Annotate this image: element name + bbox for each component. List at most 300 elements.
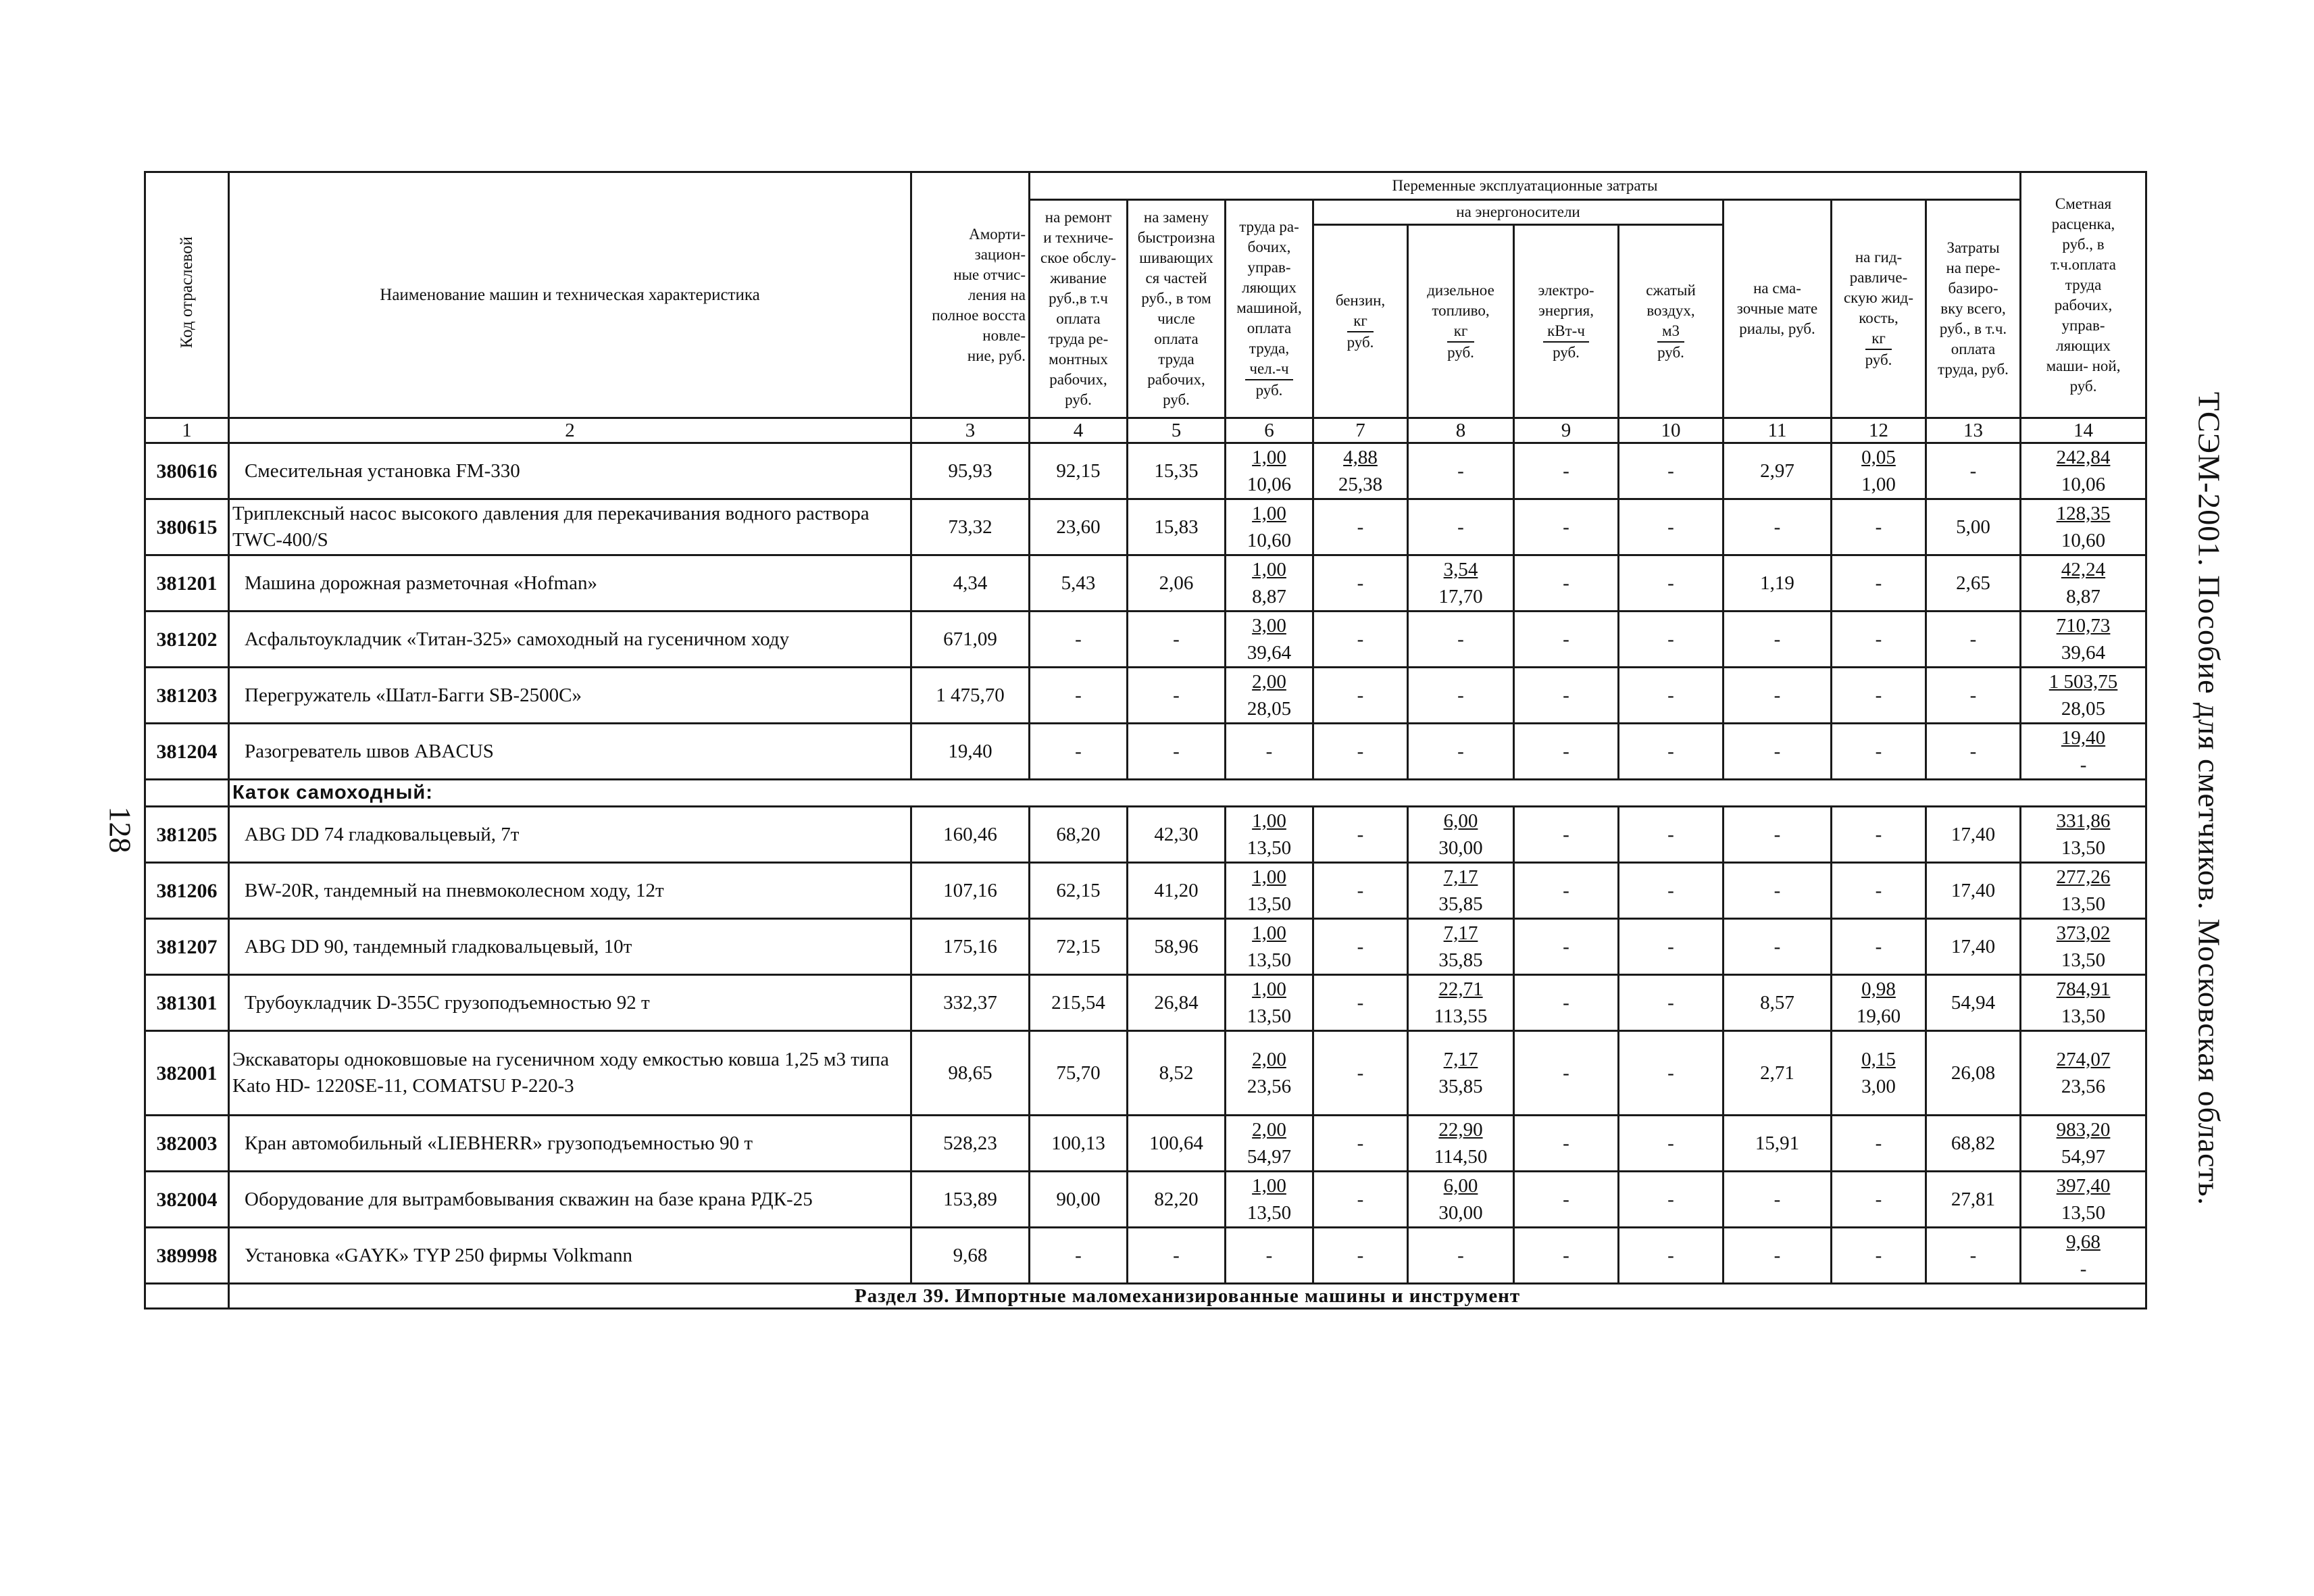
cell-c14 bbox=[2021, 1228, 2146, 1284]
header-air-unit: м3 руб. bbox=[1657, 322, 1684, 361]
cell-c13: - bbox=[1926, 668, 2021, 724]
fraction-value bbox=[2057, 444, 2111, 498]
fraction-top: 22,90 bbox=[1438, 1119, 1483, 1141]
fraction-bottom: 54,97 bbox=[1247, 1146, 1292, 1168]
machine-code: 382001 bbox=[145, 1031, 229, 1116]
column-number: 10 bbox=[1619, 418, 1724, 443]
cell-c3: 153,89 bbox=[911, 1172, 1030, 1228]
fraction-top: 22,71 bbox=[1438, 978, 1483, 1000]
cell-c14 bbox=[2021, 1116, 2146, 1172]
header-line: ляющих bbox=[1242, 279, 1297, 296]
table-row bbox=[145, 443, 2146, 499]
fraction-bottom: - bbox=[2080, 754, 2087, 776]
fraction-top: 1,00 bbox=[1252, 978, 1286, 1000]
cell-c14 bbox=[2021, 1172, 2146, 1228]
cell-c11: - bbox=[1724, 1172, 1832, 1228]
table-row bbox=[145, 555, 2146, 612]
header-line: управ- bbox=[2061, 316, 2105, 334]
cell-c6 bbox=[1226, 1116, 1313, 1172]
fraction-value bbox=[2057, 1116, 2111, 1170]
header-line: рабочих, bbox=[2054, 296, 2113, 314]
header-line: Сметная bbox=[2055, 195, 2112, 212]
fraction-top: 3,00 bbox=[1252, 615, 1286, 637]
cell-c9: - bbox=[1514, 975, 1619, 1031]
header-line: труда ра- bbox=[1239, 218, 1299, 235]
header-line: скую жид- bbox=[1843, 289, 1914, 306]
cell-c11: - bbox=[1724, 863, 1832, 919]
cell-c7: - bbox=[1313, 612, 1408, 668]
cell-c12: - bbox=[1832, 555, 1926, 612]
cell-c5: 8,52 bbox=[1128, 1031, 1226, 1116]
header-line: руб., в т.ч. bbox=[1939, 320, 2007, 337]
fraction-value bbox=[1247, 1116, 1291, 1170]
machine-name: Экскаваторы одноковшовые на гусеничном ходу емкостью ковша 1,25 м3 типа Kato HD- 1220SE-11, COMATSU P-220-3 bbox=[229, 1031, 911, 1116]
fraction-value bbox=[1247, 864, 1291, 918]
machine-name: Машина дорожная разметочная «Hofman» bbox=[229, 555, 911, 612]
cell-c13: - bbox=[1926, 443, 2021, 499]
fraction-top: 1,00 bbox=[1252, 447, 1286, 468]
header-line: оплата bbox=[1154, 330, 1199, 347]
cell-c5: 15,83 bbox=[1128, 499, 1226, 555]
cell-c5: 15,35 bbox=[1128, 443, 1226, 499]
header-line: энергия, bbox=[1538, 301, 1594, 319]
machine-name: Кран автомобильный «LIEBHERR» грузоподъемностью 90 т bbox=[229, 1116, 911, 1172]
cell-c12: - bbox=[1832, 499, 1926, 555]
machines-table bbox=[144, 171, 2147, 1310]
cell-c4: 100,13 bbox=[1030, 1116, 1128, 1172]
cell-c13: 17,40 bbox=[1926, 863, 2021, 919]
fraction-top: 3,54 bbox=[1443, 559, 1478, 580]
cell-c5: - bbox=[1128, 668, 1226, 724]
fraction-value bbox=[2049, 668, 2118, 722]
header-code: Код отраслевой bbox=[145, 172, 229, 418]
fraction-value bbox=[1434, 1116, 1488, 1170]
section-row bbox=[145, 1284, 2146, 1309]
section-title: Раздел 39. Импортные маломеханизированные машины и инструмент bbox=[229, 1284, 2146, 1309]
cell-c13: 27,81 bbox=[1926, 1172, 2021, 1228]
header-line: руб. bbox=[2069, 377, 2097, 395]
header-line: труда bbox=[1158, 351, 1194, 368]
fraction-value bbox=[1438, 920, 1482, 974]
fraction-top: 9,68 bbox=[2066, 1231, 2101, 1253]
cell-c6 bbox=[1226, 612, 1313, 668]
cell-c13: 26,08 bbox=[1926, 1031, 2021, 1116]
fraction-top: 0,98 bbox=[1861, 978, 1896, 1000]
cell-c5: 100,64 bbox=[1128, 1116, 1226, 1172]
header-relocation bbox=[1926, 200, 2021, 418]
cell-c13: 17,40 bbox=[1926, 919, 2021, 975]
cell-c9: - bbox=[1514, 1116, 1619, 1172]
fraction-top: 397,40 bbox=[2056, 1175, 2111, 1197]
cell-c5: 82,20 bbox=[1128, 1172, 1226, 1228]
fraction-bottom: 39,64 bbox=[1247, 642, 1292, 664]
cell-c12: - bbox=[1832, 668, 1926, 724]
fraction-bottom: 3,00 bbox=[1861, 1076, 1896, 1097]
cell-c7: - bbox=[1313, 724, 1408, 780]
cell-c12 bbox=[1832, 443, 1926, 499]
cell-c5: - bbox=[1128, 1228, 1226, 1284]
fraction-value bbox=[1247, 668, 1291, 722]
cell-c11: 1,19 bbox=[1724, 555, 1832, 612]
header-line: риалы, руб. bbox=[1739, 320, 1815, 337]
header-lube bbox=[1724, 200, 1832, 418]
fraction-bottom: 13,50 bbox=[2061, 1202, 2106, 1224]
header-name: Наименование машин и техническая характеристика bbox=[229, 172, 911, 418]
cell-c5: 41,20 bbox=[1128, 863, 1226, 919]
cell-c6 bbox=[1226, 975, 1313, 1031]
machine-name: BW-20R, тандемный на пневмоколесном ходу, 12т bbox=[229, 863, 911, 919]
cell-c9: - bbox=[1514, 724, 1619, 780]
table-row bbox=[145, 1116, 2146, 1172]
cell-c14 bbox=[2021, 443, 2146, 499]
header-line: ское обслу- bbox=[1040, 249, 1116, 266]
fraction-bottom: 28,05 bbox=[1247, 698, 1292, 720]
fraction-value bbox=[2057, 807, 2111, 862]
fraction-value bbox=[1247, 807, 1291, 862]
header-petrol-unit: кг руб. bbox=[1347, 311, 1374, 351]
cell-c4: 92,15 bbox=[1030, 443, 1128, 499]
header-line: топливо, bbox=[1432, 301, 1490, 319]
header-line: оплата bbox=[1247, 320, 1292, 336]
cell-c8: - bbox=[1408, 612, 1514, 668]
cell-c12: - bbox=[1832, 919, 1926, 975]
fraction-top: 1,00 bbox=[1252, 810, 1286, 832]
fraction-top: 1,00 bbox=[1252, 866, 1286, 888]
cell-c10: - bbox=[1619, 1031, 1724, 1116]
cell-c13: 5,00 bbox=[1926, 499, 2021, 555]
header-line: электро- bbox=[1538, 281, 1594, 299]
cell-c5: - bbox=[1128, 612, 1226, 668]
cell-c14 bbox=[2021, 724, 2146, 780]
header-line: равличе- bbox=[1849, 269, 1908, 286]
table-row bbox=[145, 668, 2146, 724]
cell-c3: 1 475,70 bbox=[911, 668, 1030, 724]
group-title: Каток самоходный: bbox=[229, 780, 2146, 807]
machine-name: Оборудование для вытрамбовывания скважин на базе крана РДК-25 bbox=[229, 1172, 911, 1228]
header-line: труда ре- bbox=[1048, 330, 1109, 347]
cell-c13: - bbox=[1926, 612, 2021, 668]
header-line: на пере- bbox=[1946, 259, 2001, 276]
header-line: на сма- bbox=[1753, 280, 1801, 297]
cell-c4: 23,60 bbox=[1030, 499, 1128, 555]
fraction-bottom: 28,05 bbox=[2061, 698, 2106, 720]
header-line: ние, руб. bbox=[967, 347, 1026, 364]
cell-c7 bbox=[1313, 443, 1408, 499]
table-row bbox=[145, 612, 2146, 668]
cell-c7: - bbox=[1313, 1116, 1408, 1172]
cell-c5: 42,30 bbox=[1128, 807, 1226, 863]
cell-c3: 9,68 bbox=[911, 1228, 1030, 1284]
cell-c4: 215,54 bbox=[1030, 975, 1128, 1031]
fraction-value bbox=[1861, 1046, 1896, 1100]
cell-c10: - bbox=[1619, 612, 1724, 668]
cell-c4: - bbox=[1030, 724, 1128, 780]
fraction-value bbox=[2057, 1046, 2111, 1100]
cell-c14 bbox=[2021, 863, 2146, 919]
cell-c4: 68,20 bbox=[1030, 807, 1128, 863]
fraction-value bbox=[1338, 444, 1382, 498]
header-price bbox=[2021, 172, 2146, 418]
machine-name: Триплексный насос высокого давления для перекачивания водного раствора TWC-400/S bbox=[229, 499, 911, 555]
cell-c9: - bbox=[1514, 863, 1619, 919]
table-row bbox=[145, 724, 2146, 780]
fraction-top: 1,00 bbox=[1252, 559, 1286, 580]
header-line: кость, bbox=[1859, 309, 1898, 326]
fraction-top: 277,26 bbox=[2056, 866, 2111, 888]
cell-c12: - bbox=[1832, 1116, 1926, 1172]
fraction-bottom: 13,50 bbox=[1247, 1202, 1292, 1224]
table-row bbox=[145, 499, 2146, 555]
fraction-bottom: 19,60 bbox=[1856, 1005, 1901, 1027]
header-electric-unit: кВт-ч руб. bbox=[1543, 321, 1589, 363]
group-code-cell bbox=[145, 780, 229, 807]
cell-c8: - bbox=[1408, 724, 1514, 780]
column-number: 4 bbox=[1030, 418, 1128, 443]
fraction-top: 331,86 bbox=[2056, 810, 2111, 832]
cell-c10: - bbox=[1619, 863, 1724, 919]
cell-c11: - bbox=[1724, 724, 1832, 780]
cell-c14 bbox=[2021, 612, 2146, 668]
table-row bbox=[145, 807, 2146, 863]
table-row bbox=[145, 863, 2146, 919]
header-line: рабочих, bbox=[1049, 371, 1107, 388]
cell-c9: - bbox=[1514, 443, 1619, 499]
cell-c14 bbox=[2021, 1031, 2146, 1116]
cell-c7: - bbox=[1313, 1172, 1408, 1228]
cell-c12: - bbox=[1832, 1228, 1926, 1284]
cell-c10: - bbox=[1619, 443, 1724, 499]
cell-c4: - bbox=[1030, 612, 1128, 668]
fraction-value bbox=[1434, 976, 1488, 1030]
machine-name: ABG DD 74 гладковальцевый, 7т bbox=[229, 807, 911, 863]
fraction-top: 2,00 bbox=[1252, 1049, 1286, 1070]
cell-c9: - bbox=[1514, 919, 1619, 975]
machine-name: Асфальтоукладчик «Титан-325» самоходный на гусеничном ходу bbox=[229, 612, 911, 668]
fraction-top: 42,24 bbox=[2061, 559, 2106, 580]
header-line: руб. bbox=[1065, 391, 1092, 408]
fraction-value bbox=[1252, 556, 1286, 610]
fraction-value bbox=[1438, 864, 1482, 918]
cell-c3: 175,16 bbox=[911, 919, 1030, 975]
cell-c10: - bbox=[1619, 975, 1724, 1031]
fraction-top: 373,02 bbox=[2056, 922, 2111, 944]
cell-c6 bbox=[1226, 499, 1313, 555]
machine-name: Разогреватель швов ABACUS bbox=[229, 724, 911, 780]
cell-c10: - bbox=[1619, 668, 1724, 724]
column-number: 14 bbox=[2021, 418, 2146, 443]
fraction-bottom: 35,85 bbox=[1438, 893, 1483, 915]
table-row bbox=[145, 1031, 2146, 1116]
fraction-top: 274,07 bbox=[2056, 1049, 2111, 1070]
header-line: числе bbox=[1157, 310, 1195, 327]
cell-c5: 2,06 bbox=[1128, 555, 1226, 612]
fraction-bottom: 35,85 bbox=[1438, 949, 1483, 971]
fraction-value bbox=[2057, 500, 2111, 554]
fraction-value bbox=[1247, 976, 1291, 1030]
fraction-bottom: 13,50 bbox=[2061, 949, 2106, 971]
fraction-value bbox=[1247, 1172, 1291, 1226]
fraction-top: 242,84 bbox=[2056, 447, 2111, 468]
header-line: живание bbox=[1050, 270, 1107, 286]
fraction-bottom: 13,50 bbox=[2061, 1005, 2106, 1027]
cell-c7: - bbox=[1313, 1031, 1408, 1116]
cell-c9: - bbox=[1514, 1031, 1619, 1116]
header-line: шивающих bbox=[1139, 249, 1213, 266]
cell-c6 bbox=[1226, 863, 1313, 919]
fraction-value bbox=[2057, 1172, 2111, 1226]
cell-c12 bbox=[1832, 975, 1926, 1031]
cell-c8 bbox=[1408, 919, 1514, 975]
column-number: 1 bbox=[145, 418, 229, 443]
cell-c9: - bbox=[1514, 668, 1619, 724]
table-row bbox=[145, 975, 2146, 1031]
cell-c11: 8,57 bbox=[1724, 975, 1832, 1031]
cell-c4: 62,15 bbox=[1030, 863, 1128, 919]
fraction-bottom: 54,97 bbox=[2061, 1146, 2106, 1168]
fraction-top: 19,40 bbox=[2061, 727, 2106, 749]
cell-c8: - bbox=[1408, 499, 1514, 555]
cell-c13: - bbox=[1926, 1228, 2021, 1284]
cell-c14 bbox=[2021, 668, 2146, 724]
fraction-bottom: 13,50 bbox=[1247, 1005, 1292, 1027]
cell-c10: - bbox=[1619, 1116, 1724, 1172]
fraction-bottom: 17,70 bbox=[1438, 586, 1483, 607]
machine-name: Установка «GAYK» TYP 250 фирмы Volkmann bbox=[229, 1228, 911, 1284]
column-number: 13 bbox=[1926, 418, 2021, 443]
machine-code: 381202 bbox=[145, 612, 229, 668]
cell-c11: - bbox=[1724, 499, 1832, 555]
fraction-value bbox=[1861, 444, 1896, 498]
header-line: труда, bbox=[1249, 340, 1290, 357]
fraction-top: 2,00 bbox=[1252, 1119, 1286, 1141]
cell-c4: - bbox=[1030, 1228, 1128, 1284]
machine-code: 380615 bbox=[145, 499, 229, 555]
cell-c3: 107,16 bbox=[911, 863, 1030, 919]
header-line: расценка, bbox=[2051, 215, 2115, 232]
fraction-bottom: 13,50 bbox=[1247, 949, 1292, 971]
cell-c9: - bbox=[1514, 612, 1619, 668]
fraction-bottom: 23,56 bbox=[2061, 1076, 2106, 1097]
fraction-bottom: 23,56 bbox=[1247, 1076, 1292, 1097]
fraction-bottom: 1,00 bbox=[1861, 474, 1896, 495]
header-line: Затраты bbox=[1946, 239, 2000, 256]
cell-c4: 90,00 bbox=[1030, 1172, 1128, 1228]
header-line: Аморти- bbox=[969, 225, 1026, 243]
column-number: 6 bbox=[1226, 418, 1313, 443]
machine-name: Смесительная установка FM-330 bbox=[229, 443, 911, 499]
header-line: зацион- bbox=[974, 245, 1026, 263]
cell-c6 bbox=[1226, 919, 1313, 975]
fraction-bottom: 8,87 bbox=[1252, 586, 1286, 607]
fraction-top: 710,73 bbox=[2056, 615, 2111, 637]
cell-c8 bbox=[1408, 1031, 1514, 1116]
header-line: быстроизна bbox=[1137, 229, 1215, 246]
cell-c6 bbox=[1226, 807, 1313, 863]
fraction-top: 7,17 bbox=[1443, 1049, 1478, 1070]
fraction-top: 784,91 bbox=[2056, 978, 2111, 1000]
cell-c12 bbox=[1832, 1031, 1926, 1116]
cell-c14 bbox=[2021, 919, 2146, 975]
header-electric bbox=[1514, 225, 1619, 418]
header-diesel bbox=[1408, 225, 1514, 418]
cell-c6 bbox=[1226, 443, 1313, 499]
machine-code: 381206 bbox=[145, 863, 229, 919]
fraction-top: 6,00 bbox=[1443, 810, 1478, 832]
cell-c11: - bbox=[1724, 1228, 1832, 1284]
column-number: 9 bbox=[1514, 418, 1619, 443]
header-line: новле- bbox=[982, 326, 1026, 344]
cell-c6 bbox=[1226, 1172, 1313, 1228]
header-labor bbox=[1226, 200, 1313, 418]
cell-c11: - bbox=[1724, 919, 1832, 975]
fraction-bottom: 10,06 bbox=[2061, 474, 2106, 495]
cell-c3: 4,34 bbox=[911, 555, 1030, 612]
cell-c10: - bbox=[1619, 499, 1724, 555]
header-repair bbox=[1030, 200, 1128, 418]
cell-c11: - bbox=[1724, 668, 1832, 724]
fraction-top: 4,88 bbox=[1343, 447, 1378, 468]
header-line: и техниче- bbox=[1043, 229, 1113, 246]
cell-c14 bbox=[2021, 975, 2146, 1031]
cell-c5: 26,84 bbox=[1128, 975, 1226, 1031]
column-number: 2 bbox=[229, 418, 911, 443]
fraction-top: 128,35 bbox=[2056, 503, 2111, 524]
fraction-value bbox=[1247, 500, 1291, 554]
fraction-top: 2,00 bbox=[1252, 671, 1286, 693]
cell-c12: - bbox=[1832, 1172, 1926, 1228]
header-line: монтных bbox=[1049, 351, 1108, 368]
fraction-bottom: - bbox=[2080, 1258, 2087, 1280]
header-replace bbox=[1128, 200, 1226, 418]
machine-code: 380616 bbox=[145, 443, 229, 499]
header-line: базиро- bbox=[1948, 280, 1998, 297]
cell-c7: - bbox=[1313, 863, 1408, 919]
cell-c14 bbox=[2021, 555, 2146, 612]
cell-c10: - bbox=[1619, 555, 1724, 612]
cell-c12: - bbox=[1832, 807, 1926, 863]
fraction-value bbox=[1438, 1172, 1482, 1226]
fraction-bottom: 10,60 bbox=[2061, 530, 2106, 551]
fraction-value bbox=[1438, 556, 1482, 610]
machine-code: 382004 bbox=[145, 1172, 229, 1228]
cell-c3: 528,23 bbox=[911, 1116, 1030, 1172]
machine-code: 381201 bbox=[145, 555, 229, 612]
cell-c13: - bbox=[1926, 724, 2021, 780]
header-air bbox=[1619, 225, 1724, 418]
header-hydro-text bbox=[1844, 249, 1913, 326]
cell-c9: - bbox=[1514, 1228, 1619, 1284]
header-line: труда, руб. bbox=[1938, 361, 2009, 378]
fraction-top: 6,00 bbox=[1443, 1175, 1478, 1197]
cell-c8 bbox=[1408, 1172, 1514, 1228]
cell-c13: 17,40 bbox=[1926, 807, 2021, 863]
header-line: на ремонт bbox=[1045, 209, 1112, 226]
cell-c8 bbox=[1408, 975, 1514, 1031]
header-labor-text bbox=[1236, 218, 1302, 357]
header-line: дизельное bbox=[1427, 281, 1494, 299]
header-line: ления на bbox=[967, 286, 1026, 303]
machine-code: 381205 bbox=[145, 807, 229, 863]
cell-c7: - bbox=[1313, 499, 1408, 555]
cell-c12: - bbox=[1832, 612, 1926, 668]
header-hydro bbox=[1832, 200, 1926, 418]
header-labor-unit: чел.-ч руб. bbox=[1245, 359, 1292, 401]
fraction-bottom: 8,87 bbox=[2066, 586, 2101, 607]
cell-c3: 73,32 bbox=[911, 499, 1030, 555]
fraction-top: 1,00 bbox=[1252, 922, 1286, 944]
table-row bbox=[145, 1228, 2146, 1284]
fraction-value bbox=[1247, 612, 1291, 666]
